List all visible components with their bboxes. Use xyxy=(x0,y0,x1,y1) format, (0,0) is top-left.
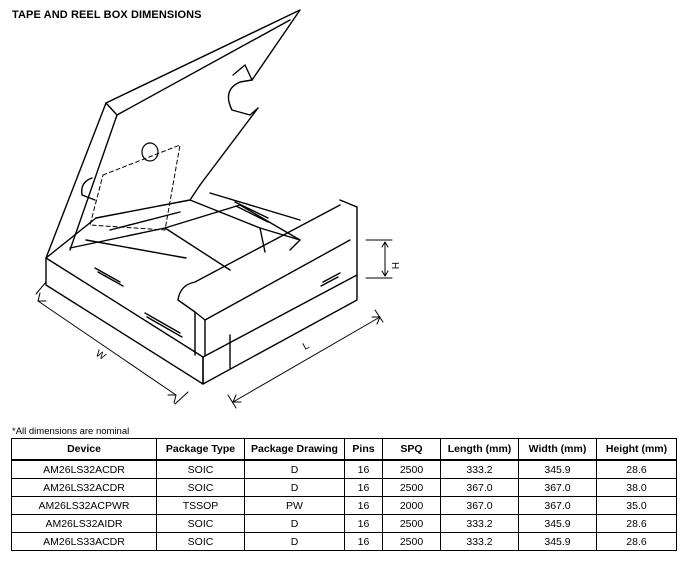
header-width: Width (mm) xyxy=(519,439,597,461)
cell-spq: 2500 xyxy=(383,515,441,533)
length-dimension xyxy=(228,310,383,408)
cell-package-drawing: D xyxy=(245,533,345,551)
cell-pins: 16 xyxy=(345,533,383,551)
cell-width: 345.9 xyxy=(519,515,597,533)
cell-width: 345.9 xyxy=(519,533,597,551)
cell-package-type: TSSOP xyxy=(157,497,245,515)
cell-pins: 16 xyxy=(345,497,383,515)
width-label: W xyxy=(93,348,108,363)
cell-package-type: SOIC xyxy=(157,515,245,533)
cell-spq: 2000 xyxy=(383,497,441,515)
cell-width: 367.0 xyxy=(519,497,597,515)
dimensions-note: *All dimensions are nominal xyxy=(12,426,130,437)
header-height: Height (mm) xyxy=(597,439,677,461)
length-label: L xyxy=(301,340,312,353)
cell-package-drawing: PW xyxy=(245,497,345,515)
header-spq: SPQ xyxy=(383,439,441,461)
cell-pins: 16 xyxy=(345,460,383,479)
table-header-row xyxy=(12,439,677,461)
cell-spq: 2500 xyxy=(383,460,441,479)
cell-device: AM26LS32ACPWR xyxy=(12,497,157,515)
header-package-drawing: Package Drawing xyxy=(245,439,345,461)
cell-device: AM26LS32ACDR xyxy=(12,460,157,479)
height-dimension xyxy=(366,240,392,278)
dimensions-table xyxy=(11,438,677,551)
cell-height: 28.6 xyxy=(597,515,677,533)
cell-device: AM26LS32ACDR xyxy=(12,479,157,497)
cell-package-drawing: D xyxy=(245,479,345,497)
cell-length: 333.2 xyxy=(441,515,519,533)
header-pins: Pins xyxy=(345,439,383,461)
cell-length: 333.2 xyxy=(441,460,519,479)
cell-package-type: SOIC xyxy=(157,533,245,551)
cell-height: 28.6 xyxy=(597,460,677,479)
cell-length: 367.0 xyxy=(441,479,519,497)
cell-pins: 16 xyxy=(345,515,383,533)
cell-pins: 16 xyxy=(345,479,383,497)
box-lid xyxy=(46,10,300,258)
cell-spq: 2500 xyxy=(383,479,441,497)
cell-width: 367.0 xyxy=(519,479,597,497)
table-row xyxy=(12,460,677,479)
cell-package-drawing: D xyxy=(245,515,345,533)
header-length: Length (mm) xyxy=(441,439,519,461)
table-row xyxy=(12,497,677,515)
cell-package-drawing: D xyxy=(245,460,345,479)
cell-length: 333.2 xyxy=(441,533,519,551)
cell-device: AM26LS32AIDR xyxy=(12,515,157,533)
height-label: H xyxy=(389,262,400,270)
header-package-type: Package Type xyxy=(157,439,245,461)
header-device: Device xyxy=(12,439,157,461)
page-title: TAPE AND REEL BOX DIMENSIONS xyxy=(12,9,202,21)
cell-package-type: SOIC xyxy=(157,479,245,497)
table-row xyxy=(12,533,677,551)
table-row xyxy=(12,479,677,497)
cell-device: AM26LS33ACDR xyxy=(12,533,157,551)
cell-package-type: SOIC xyxy=(157,460,245,479)
cell-spq: 2500 xyxy=(383,533,441,551)
cell-height: 35.0 xyxy=(597,497,677,515)
cell-height: 28.6 xyxy=(597,533,677,551)
cell-length: 367.0 xyxy=(441,497,519,515)
cell-width: 345.9 xyxy=(519,460,597,479)
cell-height: 38.0 xyxy=(597,479,677,497)
table-row xyxy=(12,515,677,533)
